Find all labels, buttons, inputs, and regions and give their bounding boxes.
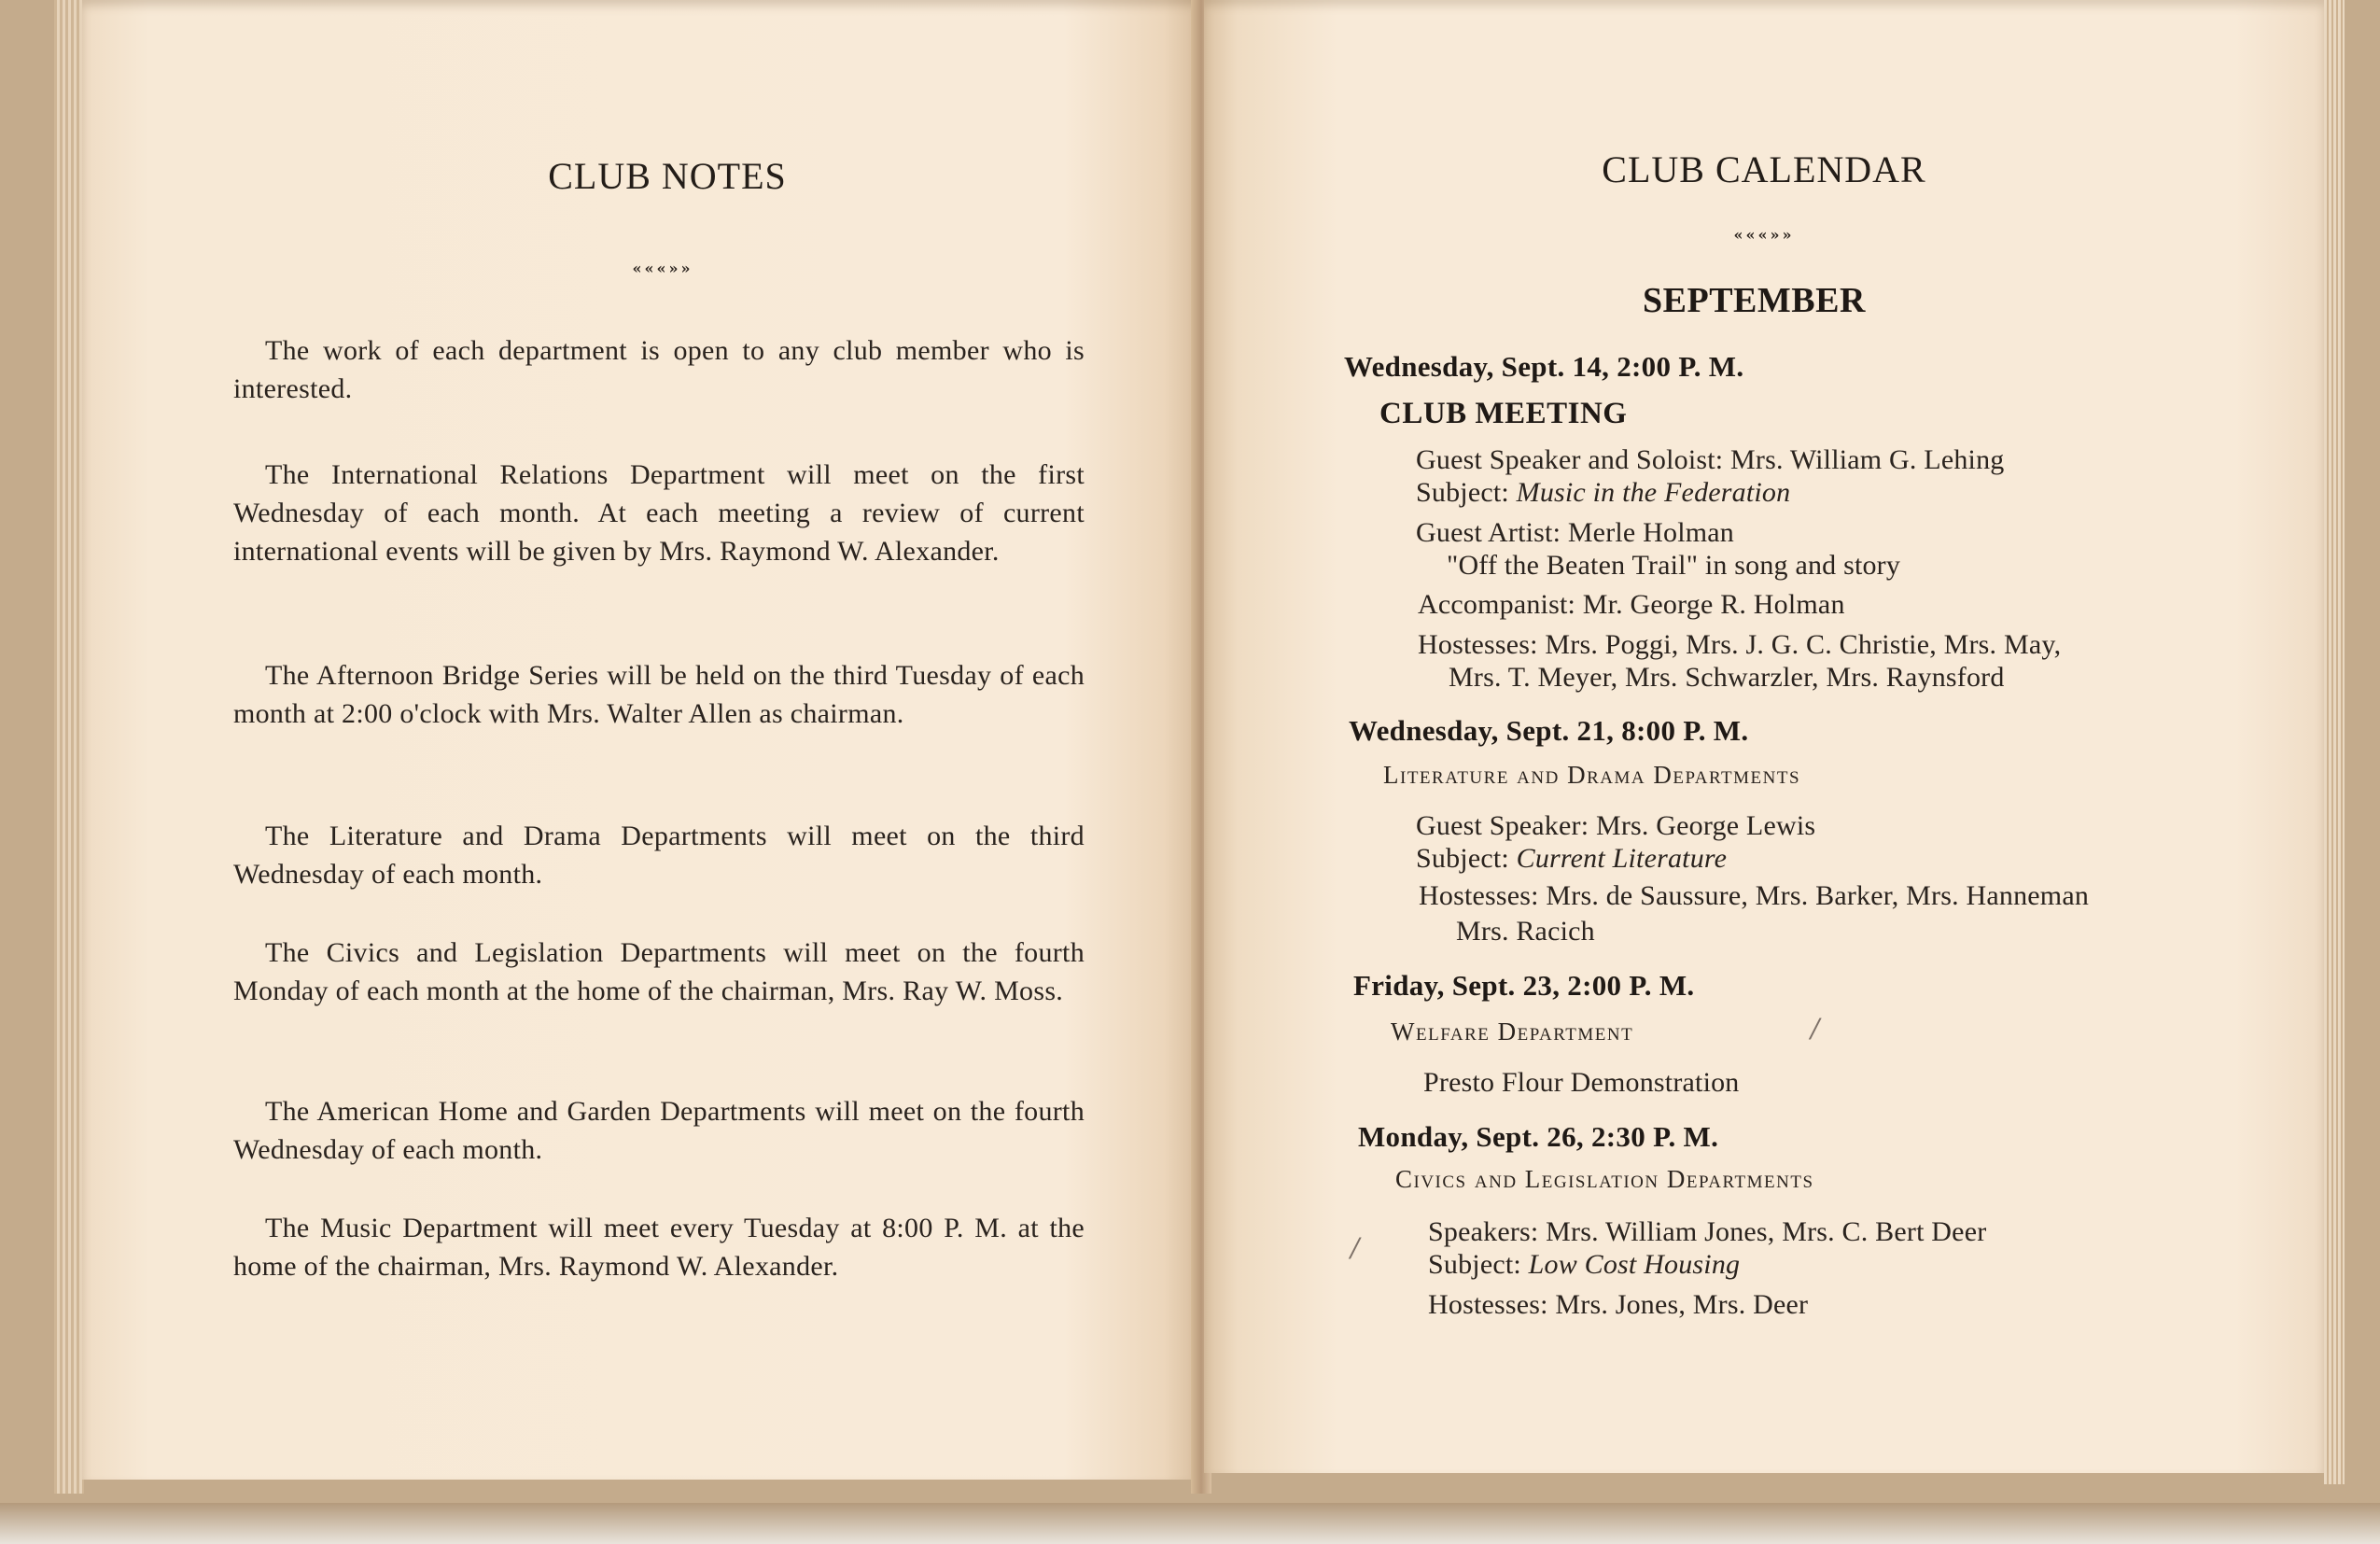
- event-department: Welfare Department: [1391, 1018, 1634, 1046]
- event-detail-line: Speakers: Mrs. William Jones, Mrs. C. Bert Deer: [1428, 1216, 1987, 1247]
- note-civics-legislation: The Civics and Legislation Departments will meet on the fourth Monday of each month at the home of the chairman, Mrs. Ray W. Moss.: [233, 937, 1085, 1006]
- note-department-membership: The work of each department is open to any club member who is interested.: [233, 335, 1085, 404]
- event-date: Monday, Sept. 26, 2:30 P. M.: [1358, 1120, 1719, 1153]
- club-notes-heading: CLUB NOTES: [548, 155, 787, 197]
- note-home-garden: The American Home and Garden Departments will meet on the fourth Wednesday of each month.: [233, 1096, 1085, 1165]
- event-detail-line: Presto Flour Demonstration: [1423, 1067, 1740, 1098]
- table-surface: [0, 1503, 2380, 1544]
- right-page-edges: [2324, 0, 2345, 1484]
- note-literature-drama: The Literature and Drama Departments will meet on the third Wednesday of each month.: [233, 821, 1085, 890]
- event-date: Friday, Sept. 23, 2:00 P. M.: [1353, 969, 1695, 1002]
- club-calendar-ornament: «««»»: [1733, 226, 1795, 244]
- event-date: Wednesday, Sept. 21, 8:00 P. M.: [1349, 714, 1749, 747]
- club-notes-ornament: «««»»: [632, 260, 693, 277]
- event-detail-line: Mrs. T. Meyer, Mrs. Schwarzler, Mrs. Raynsford: [1449, 662, 2005, 693]
- event-detail-line: Subject: Low Cost Housing: [1428, 1249, 1741, 1280]
- club-calendar-heading: CLUB CALENDAR: [1602, 148, 1926, 190]
- event-title: CLUB MEETING: [1379, 397, 1628, 430]
- event-detail-line: Guest Artist: Merle Holman: [1416, 517, 1734, 548]
- event-detail-line: Accompanist: Mr. George R. Holman: [1418, 589, 1845, 620]
- event-department: Literature and Drama Departments: [1383, 761, 1801, 789]
- event-detail-line: Subject: Music in the Federation: [1416, 477, 1791, 508]
- event-detail-line: Guest Speaker and Soloist: Mrs. William G. Lehing: [1416, 444, 2005, 475]
- note-international-relations: The International Relations Department will meet on the first Wednesday of each month. At each meeting a review of current international events will be given by Mrs. Raymond W. Alexander.: [233, 459, 1085, 567]
- pencil-mark: /: [1811, 1013, 1820, 1044]
- event-detail-line: Guest Speaker: Mrs. George Lewis: [1416, 810, 1816, 841]
- event-detail-line: Hostesses: Mrs. Poggi, Mrs. J. G. C. Christie, Mrs. May,: [1418, 629, 2062, 660]
- month-heading: SEPTEMBER: [1643, 281, 1866, 320]
- event-detail-line: Subject: Current Literature: [1416, 843, 1728, 874]
- event-detail-line: "Off the Beaten Trail" in song and story: [1447, 550, 1901, 581]
- event-detail-line: Hostesses: Mrs. Jones, Mrs. Deer: [1428, 1289, 1809, 1320]
- note-music: The Music Department will meet every Tuesday at 8:00 P. M. at the home of the chairman, Mrs. Raymond W. Alexander.: [233, 1213, 1085, 1282]
- event-detail-line: Mrs. Racich: [1456, 916, 1595, 947]
- event-date: Wednesday, Sept. 14, 2:00 P. M.: [1344, 350, 1744, 383]
- event-department: Civics and Legislation Departments: [1395, 1165, 1814, 1193]
- left-page-edges: [54, 0, 84, 1494]
- note-afternoon-bridge: The Afternoon Bridge Series will be held on the third Tuesday of each month at 2:00 o'clock with Mrs. Walter Allen as chairman.: [233, 660, 1085, 729]
- pencil-mark: /: [1351, 1232, 1360, 1263]
- event-detail-line: Hostesses: Mrs. de Saussure, Mrs. Barker, Mrs. Hanneman: [1419, 880, 2090, 911]
